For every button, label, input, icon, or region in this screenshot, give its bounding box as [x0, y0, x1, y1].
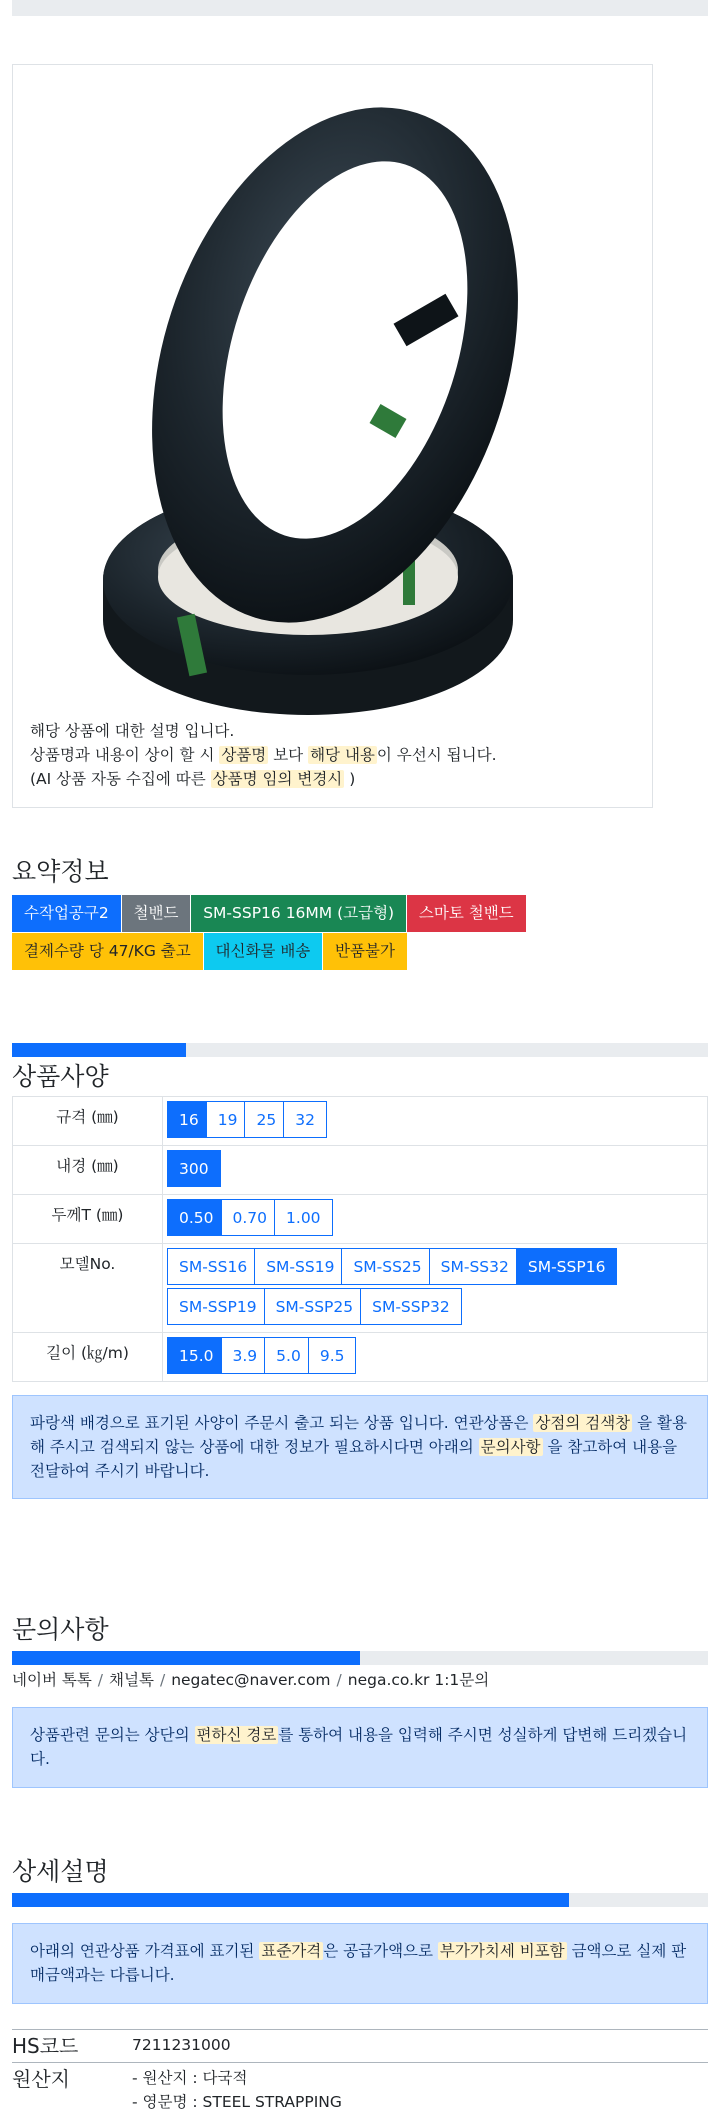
hs-code-label: HS코드: [12, 2034, 79, 2058]
contact-naver-talk[interactable]: 네이버 톡톡: [12, 1671, 92, 1689]
note-text: 를 통하여 내용을 입력해 주시면 성실하게 답변해 드리겠습니다.: [30, 1726, 688, 1768]
spec-row: [13, 1146, 708, 1195]
badge-return: 반품불가: [323, 933, 407, 970]
spec-table: [12, 1096, 708, 1382]
separator: /: [336, 1671, 342, 1689]
spec-title: 상품사양: [12, 1062, 109, 1091]
origin-english-name: - 영문명 : STEEL STRAPPING: [132, 2093, 342, 2111]
desc-text: 보다: [268, 746, 309, 764]
separator: /: [159, 1671, 166, 1689]
note-highlight: 문의사항: [480, 1438, 541, 1456]
spec-option-button[interactable]: SM-SS32: [429, 1248, 521, 1285]
detail-title: 상세설명: [12, 1857, 109, 1886]
spec-option-button[interactable]: SM-SSP25: [264, 1288, 366, 1325]
spec-option-button[interactable]: 16: [167, 1101, 211, 1138]
desc-text: 상품명과 내용이 상이 할 시: [30, 746, 220, 764]
note-highlight: 부가가치세 비포함: [439, 1942, 565, 1960]
spec-option-button[interactable]: SM-SS25: [341, 1248, 433, 1285]
origin-row: [12, 2062, 708, 2112]
spec-label: 내경 (㎜): [13, 1146, 163, 1195]
origin-country: - 원산지 : 다국적: [132, 2069, 248, 2087]
separator: /: [97, 1671, 104, 1689]
badge-quantity: 결제수량 당 47/KG 출고: [12, 933, 203, 970]
spec-progress-fill: [12, 1043, 186, 1057]
note-text: 금액으로 실제 판매금액과는 다릅니다.: [30, 1942, 687, 1984]
product-image: [73, 75, 543, 715]
contact-website[interactable]: nega.co.kr 1:1문의: [347, 1671, 490, 1689]
desc-text: 이 우선시 됩니다.: [376, 746, 497, 764]
hs-code-row: [12, 2029, 708, 2062]
spec-options: [163, 1244, 708, 1333]
contact-channels: [12, 1668, 489, 1690]
spec-row: [13, 1097, 708, 1146]
badge-type: 철밴드: [122, 895, 191, 932]
spec-label: 규격 (㎜): [13, 1097, 163, 1146]
spec-option-button[interactable]: 15.0: [167, 1337, 226, 1374]
origin-label: 원산지: [12, 2067, 70, 2091]
desc-line: [30, 743, 497, 767]
note-highlight: 표준가격: [261, 1942, 322, 1960]
spec-option-button[interactable]: SM-SSP19: [167, 1288, 269, 1325]
spec-option-button[interactable]: 19: [206, 1101, 250, 1138]
spec-label: 두께T (㎜): [13, 1195, 163, 1244]
note-text: 상품관련 문의는 상단의: [30, 1726, 195, 1744]
summary-badges-row1: [12, 895, 712, 932]
spec-row: [13, 1333, 708, 1382]
spec-options: [163, 1097, 708, 1146]
spec-option-button[interactable]: 0.50: [167, 1199, 226, 1236]
hs-code-value: [132, 2033, 231, 2057]
inquiry-title: 문의사항: [12, 1615, 109, 1644]
desc-line: [30, 767, 497, 791]
spec-options: [163, 1146, 708, 1195]
desc-text: 해당 상품에 대한 설명 입니다.: [30, 722, 235, 740]
product-card: [12, 64, 653, 808]
note-text: 을 활용해 주시고 검색되지 않는 상품에 대한 정보가 필요하시다면 아래의: [30, 1414, 687, 1456]
desc-text: (AI 상품 자동 수집에 따른: [30, 770, 211, 788]
contact-channel-talk[interactable]: 채널톡: [109, 1671, 154, 1689]
spec-option-button[interactable]: SM-SSP32: [360, 1288, 462, 1325]
desc-highlight: 상품명 임의 변경시: [212, 770, 343, 788]
spec-option-button[interactable]: SM-SS16: [167, 1248, 259, 1285]
spec-option-button[interactable]: 25: [244, 1101, 288, 1138]
badge-category: 수작업공구2: [12, 895, 121, 932]
desc-line: [30, 719, 497, 743]
desc-text: ): [344, 770, 356, 788]
spec-options: [163, 1195, 708, 1244]
spec-options: [163, 1333, 708, 1382]
note-text: 파랑색 배경으로 표기된 사양이 주문시 출고 되는 상품 입니다. 연관상품은: [30, 1414, 534, 1432]
spec-option-button[interactable]: 1.00: [274, 1199, 333, 1236]
detail-progress: [12, 1893, 708, 1907]
inquiry-note: [12, 1707, 708, 1788]
badge-shipping: 대신화물 배송: [204, 933, 323, 970]
spec-row: [13, 1195, 708, 1244]
note-text: 아래의 연관상품 가격표에 표기된: [30, 1942, 260, 1960]
spec-option-button[interactable]: SM-SS19: [254, 1248, 346, 1285]
desc-highlight: 상품명: [221, 746, 267, 764]
contact-email[interactable]: negatec@naver.com: [171, 1671, 331, 1689]
spec-option-button[interactable]: 5.0: [264, 1337, 313, 1374]
spec-note: [12, 1395, 708, 1499]
product-description: [30, 719, 497, 791]
note-text: 은 공급가액으로: [323, 1942, 438, 1960]
spec-label: 모델No.: [13, 1244, 163, 1333]
badge-brand: 스마토 철밴드: [407, 895, 526, 932]
note-text: 을 참고하여 내용을 전달하여 주시기 바랍니다.: [30, 1438, 678, 1480]
note-highlight: 편하신 경로: [196, 1726, 277, 1744]
summary-title: 요약정보: [12, 857, 109, 886]
detail-progress-fill: [12, 1893, 569, 1907]
spec-option-button[interactable]: 32: [283, 1101, 327, 1138]
spec-option-button[interactable]: 0.70: [221, 1199, 280, 1236]
spec-option-button[interactable]: SM-SSP16: [516, 1248, 618, 1285]
inquiry-progress: [12, 1651, 708, 1665]
origin-value: [132, 2066, 342, 2112]
spec-option-button[interactable]: 3.9: [221, 1337, 270, 1374]
spec-option-button[interactable]: 300: [167, 1150, 221, 1187]
top-bar: [12, 0, 708, 16]
note-highlight: 상점의 검색창: [535, 1414, 631, 1432]
desc-highlight: 해당 내용: [310, 746, 375, 764]
spec-option-button[interactable]: 9.5: [308, 1337, 357, 1374]
spec-row: [13, 1244, 708, 1333]
spec-label: 길이 (㎏/m): [13, 1333, 163, 1382]
spec-progress: [12, 1043, 708, 1057]
detail-note: [12, 1923, 708, 2004]
summary-badges-row2: [12, 933, 712, 970]
badge-model: SM-SSP16 16MM (고급형): [191, 895, 406, 932]
hs-code-text: 7211231000: [132, 2036, 231, 2054]
inquiry-progress-fill: [12, 1651, 360, 1665]
